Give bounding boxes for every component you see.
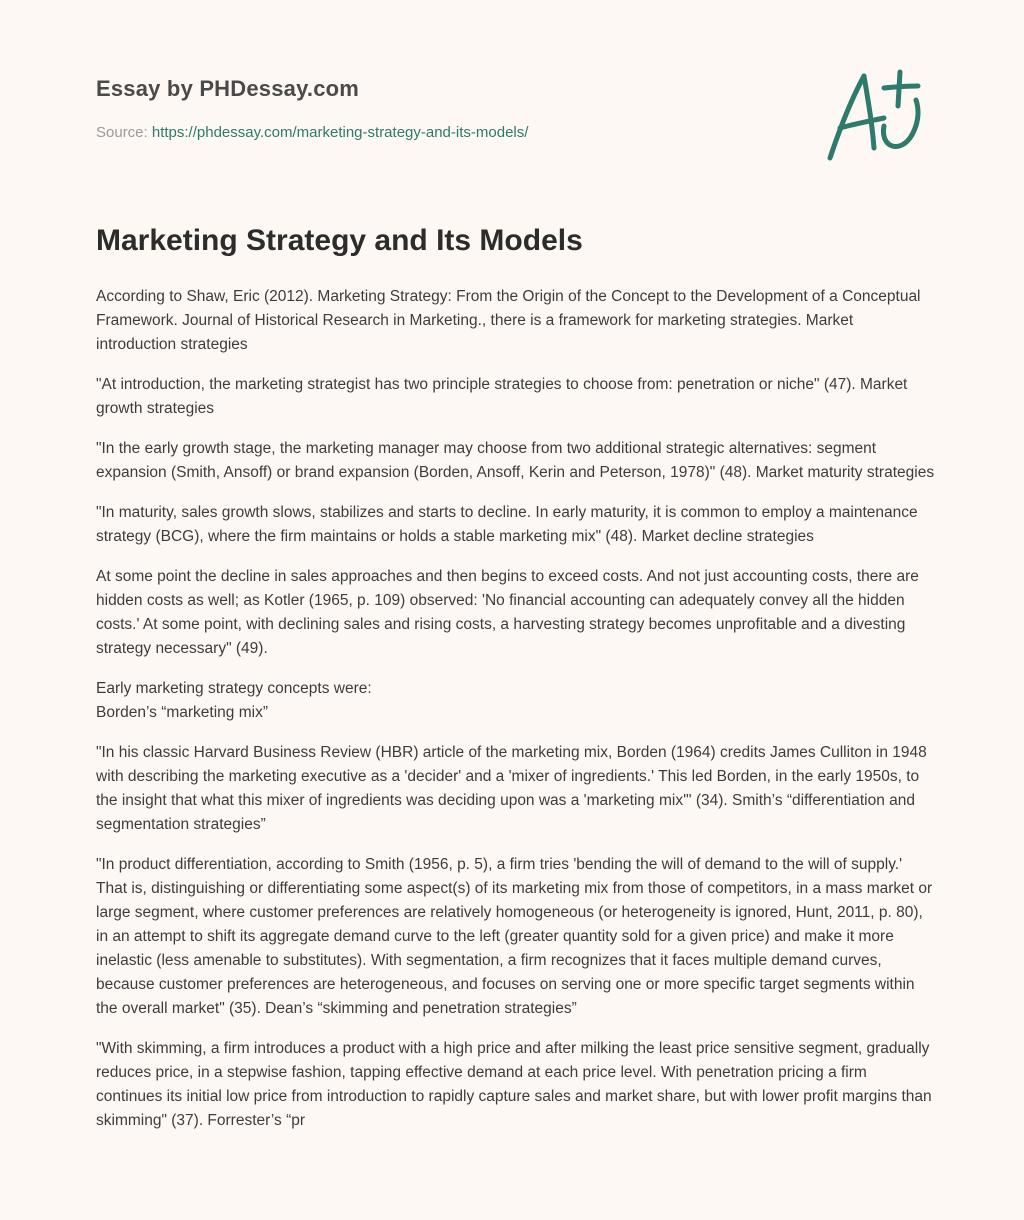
paragraph: "In product differentiation, according to Smith (1956, p. 5), a firm tries 'bending the will of demand to the will of supply.' That is, distinguishing or differentiating some aspect(s) of its marketing mix from those of competitors, in a mass market or large segment, where customer preferences are relatively homogeneous (or heterogeneity is ignored, Hunt, 2011, p. 80), in an attempt to shift its aggregate demand curve to the left (greater quantity sold for a given price) and make it more inelastic (less amenable to substitutes). With segmentation, a firm recognizes that it faces multiple demand curves, because customer preferences are heterogeneous, and focuses on serving one or more specific target segments within the overall market" (35). Dean’s “skimming and penetration strategies” <box>96 856 933 1017</box>
paragraph: Early marketing strategy concepts were: Borden’s “marketing mix” <box>96 680 372 721</box>
paragraph: "In maturity, sales growth slows, stabilizes and starts to decline. In early maturity, it is common to employ a maintenance strategy (BCG), where the firm maintains or holds a stable marketing mix" (48). Market decline strategies <box>96 504 918 545</box>
source-label: Source: <box>96 124 148 141</box>
a-plus-logo-icon <box>818 66 930 166</box>
source-link[interactable]: https://phdessay.com/marketing-strategy-and-its-models/ <box>151 124 529 141</box>
paragraph: "In the early growth stage, the marketing manager may choose from two additional strategic alternatives: segment expansion (Smith, Ansoff) or brand expansion (Borden, Ansoff, Kerin and Peterson, 1978)" (48). Market maturity strategies <box>96 440 935 481</box>
essay-title: Marketing Strategy and Its Models <box>96 224 583 257</box>
paragraph: "At introduction, the marketing strategist has two principle strategies to choose from: penetration or niche" (47). Market growth strategies <box>96 376 908 417</box>
paragraph: At some point the decline in sales approaches and then begins to exceed costs. And not just accounting costs, there are hidden costs as well; as Kotler (1965, p. 109) observed: 'No financial accounting can adequately convey all the hidden costs.' At some point, with declining sales and rising costs, a harvesting strategy becomes unprofitable and a divesting strategy necessary" (49). <box>96 568 919 657</box>
essay-body <box>96 285 936 1149</box>
paragraph: "In his classic Harvard Business Review (HBR) article of the marketing mix, Borden (1964) credits James Culliton in 1948 with describing the marketing executive as a 'decider' and a 'mixer of ingredients.' This led Borden, in the early 1950s, to the insight that what this mixer of ingredients was deciding upon was a 'marketing mix'" (34). Smith’s “differentiation and segmentation strategies” <box>96 744 927 833</box>
site-brand: Essay by PHDessay.com <box>96 76 360 101</box>
paragraph: "With skimming, a firm introduces a product with a high price and after milking the least price sensitive segment, gradually reduces price, in a stepwise fashion, tapping effective demand at each price level. With penetration pricing a firm continues its initial low price from introduction to rapidly capture sales and market share, but with lower profit margins than skimming" (37). Forrester’s “pr <box>96 1040 932 1129</box>
paragraph: According to Shaw, Eric (2012). Marketing Strategy: From the Origin of the Concept to the Development of a Conceptual Framework. Journal of Historical Research in Marketing., there is a framework for marketing strategies. Market introduction strategies <box>96 288 921 353</box>
source-line <box>96 124 528 141</box>
